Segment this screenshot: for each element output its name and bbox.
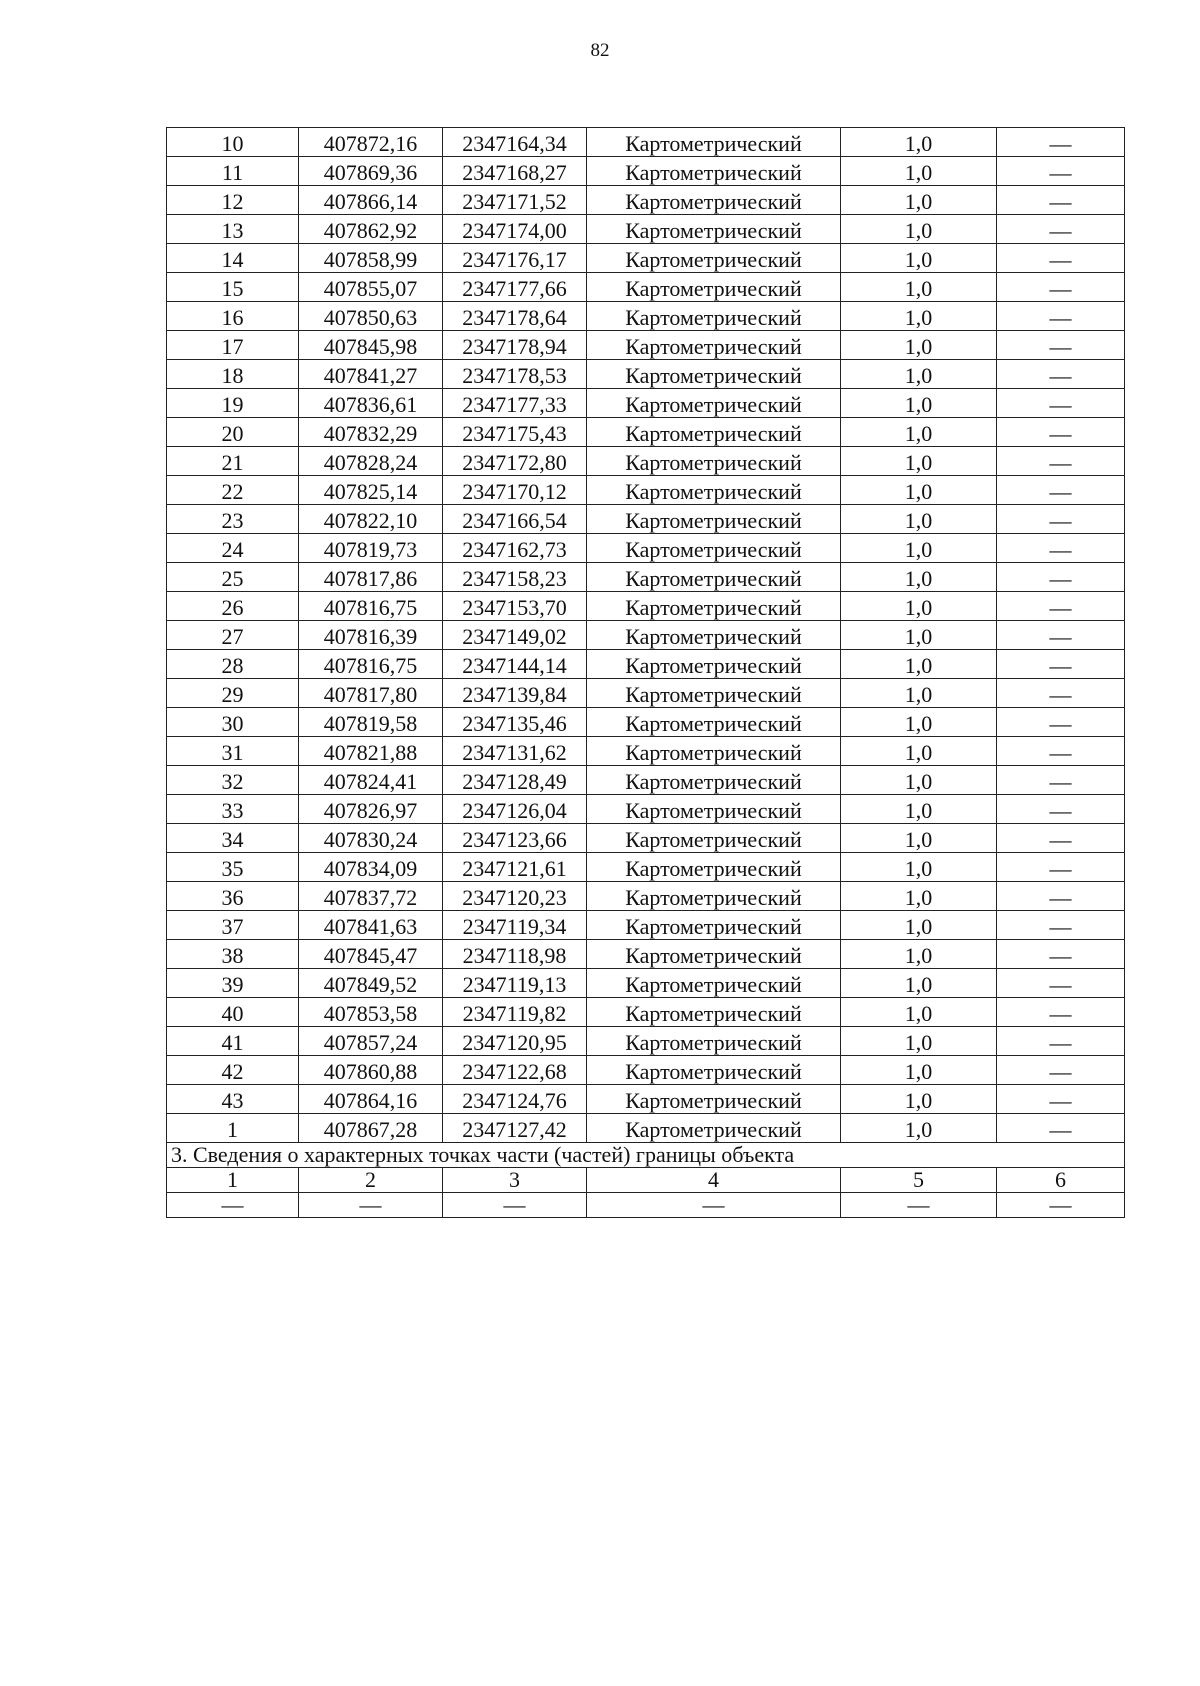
y-coordinate-cell: 2347172,80 xyxy=(443,447,587,476)
accuracy-cell: 1,0 xyxy=(841,708,997,737)
method-cell: Картометрический xyxy=(587,737,841,766)
x-coordinate-cell: 407837,72 xyxy=(299,882,443,911)
y-coordinate-cell: 2347178,94 xyxy=(443,331,587,360)
y-coordinate-cell: 2347119,34 xyxy=(443,911,587,940)
section-3-value-cell: — xyxy=(299,1193,443,1218)
table-row xyxy=(167,766,1125,795)
table-row xyxy=(167,273,1125,302)
description-cell: — xyxy=(997,476,1125,505)
point-number-cell: 12 xyxy=(167,186,299,215)
description-cell: — xyxy=(997,1114,1125,1143)
description-cell: — xyxy=(997,128,1125,157)
point-number-cell: 20 xyxy=(167,418,299,447)
y-coordinate-cell: 2347164,34 xyxy=(443,128,587,157)
y-coordinate-cell: 2347178,64 xyxy=(443,302,587,331)
section-3-value-row xyxy=(167,1193,1125,1218)
section-3-title: 3. Сведения о характерных точках части (частей) границы объекта xyxy=(167,1143,1125,1168)
point-number-cell: 15 xyxy=(167,273,299,302)
point-number-cell: 14 xyxy=(167,244,299,273)
description-cell: — xyxy=(997,592,1125,621)
table-row xyxy=(167,244,1125,273)
method-cell: Картометрический xyxy=(587,244,841,273)
x-coordinate-cell: 407816,39 xyxy=(299,621,443,650)
description-cell: — xyxy=(997,940,1125,969)
y-coordinate-cell: 2347170,12 xyxy=(443,476,587,505)
x-coordinate-cell: 407824,41 xyxy=(299,766,443,795)
method-cell: Картометрический xyxy=(587,505,841,534)
point-number-cell: 19 xyxy=(167,389,299,418)
method-cell: Картометрический xyxy=(587,360,841,389)
method-cell: Картометрический xyxy=(587,650,841,679)
point-number-cell: 22 xyxy=(167,476,299,505)
description-cell: — xyxy=(997,389,1125,418)
x-coordinate-cell: 407817,80 xyxy=(299,679,443,708)
x-coordinate-cell: 407822,10 xyxy=(299,505,443,534)
x-coordinate-cell: 407819,58 xyxy=(299,708,443,737)
method-cell: Картометрический xyxy=(587,389,841,418)
table-row xyxy=(167,1027,1125,1056)
point-number-cell: 17 xyxy=(167,331,299,360)
y-coordinate-cell: 2347149,02 xyxy=(443,621,587,650)
point-number-cell: 29 xyxy=(167,679,299,708)
x-coordinate-cell: 407841,27 xyxy=(299,360,443,389)
x-coordinate-cell: 407857,24 xyxy=(299,1027,443,1056)
y-coordinate-cell: 2347131,62 xyxy=(443,737,587,766)
point-number-cell: 11 xyxy=(167,157,299,186)
x-coordinate-cell: 407850,63 xyxy=(299,302,443,331)
method-cell: Картометрический xyxy=(587,476,841,505)
x-coordinate-cell: 407826,97 xyxy=(299,795,443,824)
accuracy-cell: 1,0 xyxy=(841,215,997,244)
method-cell: Картометрический xyxy=(587,534,841,563)
table-row xyxy=(167,969,1125,998)
point-number-cell: 18 xyxy=(167,360,299,389)
method-cell: Картометрический xyxy=(587,824,841,853)
x-coordinate-cell: 407836,61 xyxy=(299,389,443,418)
table-row xyxy=(167,592,1125,621)
method-cell: Картометрический xyxy=(587,911,841,940)
accuracy-cell: 1,0 xyxy=(841,969,997,998)
accuracy-cell: 1,0 xyxy=(841,650,997,679)
table-row xyxy=(167,563,1125,592)
y-coordinate-cell: 2347128,49 xyxy=(443,766,587,795)
table-row xyxy=(167,418,1125,447)
x-coordinate-cell: 407858,99 xyxy=(299,244,443,273)
method-cell: Картометрический xyxy=(587,1027,841,1056)
x-coordinate-cell: 407862,92 xyxy=(299,215,443,244)
y-coordinate-cell: 2347177,33 xyxy=(443,389,587,418)
section-3-value-cell: — xyxy=(443,1193,587,1218)
method-cell: Картометрический xyxy=(587,447,841,476)
accuracy-cell: 1,0 xyxy=(841,853,997,882)
point-number-cell: 33 xyxy=(167,795,299,824)
x-coordinate-cell: 407845,98 xyxy=(299,331,443,360)
accuracy-cell: 1,0 xyxy=(841,998,997,1027)
y-coordinate-cell: 2347120,95 xyxy=(443,1027,587,1056)
table-row xyxy=(167,476,1125,505)
point-number-cell: 36 xyxy=(167,882,299,911)
y-coordinate-cell: 2347139,84 xyxy=(443,679,587,708)
table-row xyxy=(167,882,1125,911)
x-coordinate-cell: 407841,63 xyxy=(299,911,443,940)
accuracy-cell: 1,0 xyxy=(841,1056,997,1085)
table-row xyxy=(167,1056,1125,1085)
y-coordinate-cell: 2347127,42 xyxy=(443,1114,587,1143)
accuracy-cell: 1,0 xyxy=(841,766,997,795)
point-number-cell: 26 xyxy=(167,592,299,621)
point-number-cell: 30 xyxy=(167,708,299,737)
table-row xyxy=(167,302,1125,331)
description-cell: — xyxy=(997,505,1125,534)
description-cell: — xyxy=(997,824,1125,853)
method-cell: Картометрический xyxy=(587,621,841,650)
section-3-header-cell: 2 xyxy=(299,1168,443,1193)
x-coordinate-cell: 407832,29 xyxy=(299,418,443,447)
point-number-cell: 27 xyxy=(167,621,299,650)
description-cell: — xyxy=(997,911,1125,940)
description-cell: — xyxy=(997,650,1125,679)
x-coordinate-cell: 407834,09 xyxy=(299,853,443,882)
method-cell: Картометрический xyxy=(587,679,841,708)
description-cell: — xyxy=(997,1027,1125,1056)
page-number: 82 xyxy=(590,40,610,61)
y-coordinate-cell: 2347124,76 xyxy=(443,1085,587,1114)
table-row xyxy=(167,360,1125,389)
y-coordinate-cell: 2347174,00 xyxy=(443,215,587,244)
accuracy-cell: 1,0 xyxy=(841,360,997,389)
method-cell: Картометрический xyxy=(587,708,841,737)
description-cell: — xyxy=(997,766,1125,795)
point-number-cell: 31 xyxy=(167,737,299,766)
description-cell: — xyxy=(997,534,1125,563)
point-number-cell: 1 xyxy=(167,1114,299,1143)
point-number-cell: 25 xyxy=(167,563,299,592)
description-cell: — xyxy=(997,157,1125,186)
section-3-value-cell: — xyxy=(841,1193,997,1218)
x-coordinate-cell: 407816,75 xyxy=(299,592,443,621)
coordinates-table-body xyxy=(167,128,1125,1143)
table-row xyxy=(167,389,1125,418)
x-coordinate-cell: 407849,52 xyxy=(299,969,443,998)
accuracy-cell: 1,0 xyxy=(841,244,997,273)
y-coordinate-cell: 2347119,82 xyxy=(443,998,587,1027)
table-row xyxy=(167,447,1125,476)
method-cell: Картометрический xyxy=(587,998,841,1027)
x-coordinate-cell: 407866,14 xyxy=(299,186,443,215)
x-coordinate-cell: 407853,58 xyxy=(299,998,443,1027)
method-cell: Картометрический xyxy=(587,1085,841,1114)
table-row xyxy=(167,824,1125,853)
section-3-value-cell: — xyxy=(997,1193,1125,1218)
y-coordinate-cell: 2347178,53 xyxy=(443,360,587,389)
point-number-cell: 34 xyxy=(167,824,299,853)
description-cell: — xyxy=(997,273,1125,302)
table-row xyxy=(167,534,1125,563)
method-cell: Картометрический xyxy=(587,795,841,824)
description-cell: — xyxy=(997,621,1125,650)
section-3-title-row xyxy=(167,1143,1125,1168)
method-cell: Картометрический xyxy=(587,418,841,447)
table-row xyxy=(167,853,1125,882)
section-3-value-cell: — xyxy=(587,1193,841,1218)
accuracy-cell: 1,0 xyxy=(841,1027,997,1056)
description-cell: — xyxy=(997,998,1125,1027)
description-cell: — xyxy=(997,360,1125,389)
y-coordinate-cell: 2347121,61 xyxy=(443,853,587,882)
section-3-value-cell: — xyxy=(167,1193,299,1218)
y-coordinate-cell: 2347119,13 xyxy=(443,969,587,998)
table-row xyxy=(167,128,1125,157)
y-coordinate-cell: 2347135,46 xyxy=(443,708,587,737)
accuracy-cell: 1,0 xyxy=(841,128,997,157)
description-cell: — xyxy=(997,969,1125,998)
description-cell: — xyxy=(997,853,1125,882)
table-row xyxy=(167,215,1125,244)
method-cell: Картометрический xyxy=(587,969,841,998)
point-number-cell: 21 xyxy=(167,447,299,476)
table-row xyxy=(167,708,1125,737)
accuracy-cell: 1,0 xyxy=(841,505,997,534)
description-cell: — xyxy=(997,447,1125,476)
x-coordinate-cell: 407821,88 xyxy=(299,737,443,766)
section-3-header-cell: 4 xyxy=(587,1168,841,1193)
accuracy-cell: 1,0 xyxy=(841,737,997,766)
table-row xyxy=(167,795,1125,824)
description-cell: — xyxy=(997,795,1125,824)
point-number-cell: 35 xyxy=(167,853,299,882)
accuracy-cell: 1,0 xyxy=(841,302,997,331)
table-row xyxy=(167,505,1125,534)
section-3-header-cell: 3 xyxy=(443,1168,587,1193)
point-number-cell: 39 xyxy=(167,969,299,998)
y-coordinate-cell: 2347153,70 xyxy=(443,592,587,621)
method-cell: Картометрический xyxy=(587,157,841,186)
table-row xyxy=(167,679,1125,708)
x-coordinate-cell: 407819,73 xyxy=(299,534,443,563)
x-coordinate-cell: 407867,28 xyxy=(299,1114,443,1143)
method-cell: Картометрический xyxy=(587,592,841,621)
point-number-cell: 24 xyxy=(167,534,299,563)
table-row xyxy=(167,1114,1125,1143)
accuracy-cell: 1,0 xyxy=(841,824,997,853)
method-cell: Картометрический xyxy=(587,766,841,795)
method-cell: Картометрический xyxy=(587,1056,841,1085)
y-coordinate-cell: 2347175,43 xyxy=(443,418,587,447)
table-row xyxy=(167,911,1125,940)
x-coordinate-cell: 407872,16 xyxy=(299,128,443,157)
table-row xyxy=(167,1085,1125,1114)
y-coordinate-cell: 2347171,52 xyxy=(443,186,587,215)
point-number-cell: 10 xyxy=(167,128,299,157)
point-number-cell: 38 xyxy=(167,940,299,969)
y-coordinate-cell: 2347176,17 xyxy=(443,244,587,273)
y-coordinate-cell: 2347118,98 xyxy=(443,940,587,969)
section-3-header-cell: 5 xyxy=(841,1168,997,1193)
table-row xyxy=(167,737,1125,766)
accuracy-cell: 1,0 xyxy=(841,882,997,911)
y-coordinate-cell: 2347177,66 xyxy=(443,273,587,302)
y-coordinate-cell: 2347122,68 xyxy=(443,1056,587,1085)
point-number-cell: 41 xyxy=(167,1027,299,1056)
accuracy-cell: 1,0 xyxy=(841,157,997,186)
accuracy-cell: 1,0 xyxy=(841,447,997,476)
description-cell: — xyxy=(997,563,1125,592)
x-coordinate-cell: 407830,24 xyxy=(299,824,443,853)
method-cell: Картометрический xyxy=(587,1114,841,1143)
x-coordinate-cell: 407855,07 xyxy=(299,273,443,302)
accuracy-cell: 1,0 xyxy=(841,534,997,563)
table-row xyxy=(167,940,1125,969)
description-cell: — xyxy=(997,737,1125,766)
method-cell: Картометрический xyxy=(587,853,841,882)
description-cell: — xyxy=(997,331,1125,360)
description-cell: — xyxy=(997,186,1125,215)
y-coordinate-cell: 2347144,14 xyxy=(443,650,587,679)
method-cell: Картометрический xyxy=(587,882,841,911)
accuracy-cell: 1,0 xyxy=(841,389,997,418)
section-3-header-row xyxy=(167,1168,1125,1193)
description-cell: — xyxy=(997,1085,1125,1114)
accuracy-cell: 1,0 xyxy=(841,795,997,824)
y-coordinate-cell: 2347126,04 xyxy=(443,795,587,824)
x-coordinate-cell: 407845,47 xyxy=(299,940,443,969)
point-number-cell: 40 xyxy=(167,998,299,1027)
description-cell: — xyxy=(997,1056,1125,1085)
point-number-cell: 13 xyxy=(167,215,299,244)
y-coordinate-cell: 2347168,27 xyxy=(443,157,587,186)
accuracy-cell: 1,0 xyxy=(841,911,997,940)
y-coordinate-cell: 2347162,73 xyxy=(443,534,587,563)
table-row xyxy=(167,998,1125,1027)
accuracy-cell: 1,0 xyxy=(841,476,997,505)
point-number-cell: 16 xyxy=(167,302,299,331)
accuracy-cell: 1,0 xyxy=(841,331,997,360)
table-row xyxy=(167,621,1125,650)
accuracy-cell: 1,0 xyxy=(841,592,997,621)
method-cell: Картометрический xyxy=(587,128,841,157)
description-cell: — xyxy=(997,418,1125,447)
description-cell: — xyxy=(997,679,1125,708)
accuracy-cell: 1,0 xyxy=(841,1114,997,1143)
accuracy-cell: 1,0 xyxy=(841,186,997,215)
x-coordinate-cell: 407816,75 xyxy=(299,650,443,679)
table-row xyxy=(167,650,1125,679)
method-cell: Картометрический xyxy=(587,331,841,360)
table-row xyxy=(167,186,1125,215)
point-number-cell: 42 xyxy=(167,1056,299,1085)
method-cell: Картометрический xyxy=(587,186,841,215)
x-coordinate-cell: 407864,16 xyxy=(299,1085,443,1114)
accuracy-cell: 1,0 xyxy=(841,621,997,650)
table-row xyxy=(167,157,1125,186)
y-coordinate-cell: 2347166,54 xyxy=(443,505,587,534)
point-number-cell: 28 xyxy=(167,650,299,679)
section-3-header-cell: 6 xyxy=(997,1168,1125,1193)
x-coordinate-cell: 407869,36 xyxy=(299,157,443,186)
accuracy-cell: 1,0 xyxy=(841,940,997,969)
point-number-cell: 32 xyxy=(167,766,299,795)
section-3-header-cell: 1 xyxy=(167,1168,299,1193)
x-coordinate-cell: 407825,14 xyxy=(299,476,443,505)
y-coordinate-cell: 2347158,23 xyxy=(443,563,587,592)
table-row xyxy=(167,331,1125,360)
x-coordinate-cell: 407817,86 xyxy=(299,563,443,592)
x-coordinate-cell: 407860,88 xyxy=(299,1056,443,1085)
point-number-cell: 23 xyxy=(167,505,299,534)
description-cell: — xyxy=(997,215,1125,244)
accuracy-cell: 1,0 xyxy=(841,563,997,592)
description-cell: — xyxy=(997,244,1125,273)
accuracy-cell: 1,0 xyxy=(841,273,997,302)
accuracy-cell: 1,0 xyxy=(841,418,997,447)
description-cell: — xyxy=(997,302,1125,331)
description-cell: — xyxy=(997,882,1125,911)
point-number-cell: 37 xyxy=(167,911,299,940)
accuracy-cell: 1,0 xyxy=(841,679,997,708)
description-cell: — xyxy=(997,708,1125,737)
x-coordinate-cell: 407828,24 xyxy=(299,447,443,476)
y-coordinate-cell: 2347120,23 xyxy=(443,882,587,911)
method-cell: Картометрический xyxy=(587,215,841,244)
coordinates-table xyxy=(166,127,1125,1218)
y-coordinate-cell: 2347123,66 xyxy=(443,824,587,853)
section-3 xyxy=(167,1143,1125,1218)
method-cell: Картометрический xyxy=(587,940,841,969)
method-cell: Картометрический xyxy=(587,302,841,331)
method-cell: Картометрический xyxy=(587,563,841,592)
method-cell: Картометрический xyxy=(587,273,841,302)
point-number-cell: 43 xyxy=(167,1085,299,1114)
accuracy-cell: 1,0 xyxy=(841,1085,997,1114)
